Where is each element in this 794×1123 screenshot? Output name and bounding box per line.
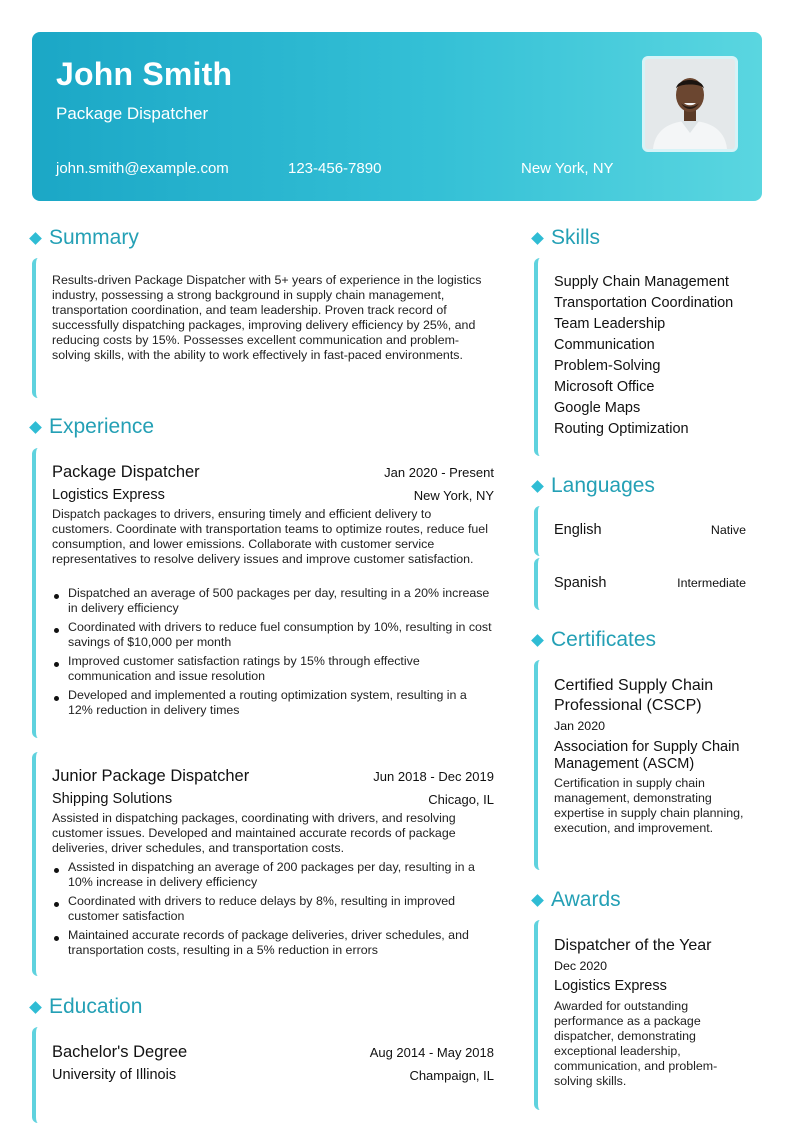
skill-item: Transportation Coordination	[554, 295, 734, 311]
job-1-bullet: Coordinated with drivers to reduce fuel consumption by 10%, resulting in cost savings of $10,000 per month	[52, 620, 492, 650]
education-location: Champaign, IL	[409, 1068, 494, 1083]
profile-photo-image	[645, 59, 735, 149]
skill-item: Supply Chain Management	[554, 274, 729, 290]
job-2-dates: Jun 2018 - Dec 2019	[373, 769, 494, 784]
job-1-bullet: Dispatched an average of 500 packages per day, resulting in a 20% increase in delivery efficiency	[52, 586, 492, 616]
job-2-company: Shipping Solutions	[52, 791, 173, 807]
job-2-bullet: Maintained accurate records of package deliveries, driver schedules, and transportation costs, resulting in a 5% reduction in errors	[52, 928, 492, 958]
certificates-accent-bar	[534, 660, 540, 870]
section-diamond-icon	[531, 232, 544, 245]
job-2-accent-bar	[32, 752, 38, 976]
certificate-title: Certified Supply Chain Professional (CSCP)	[554, 677, 714, 714]
contact-email[interactable]: john.smith@example.com	[56, 160, 229, 177]
job-1-bullet: Developed and implemented a routing optimization system, resulting in a 12% reduction in delivery times	[52, 688, 492, 718]
language-1-accent-bar	[534, 506, 540, 556]
job-2-description: Assisted in dispatching packages, coordinating with drivers, and resolving customer issues. Developed and maintained accurate records of package deliveries, driver schedules, and transportation costs.	[52, 811, 456, 855]
education-heading	[31, 995, 142, 1019]
section-diamond-icon	[531, 894, 544, 907]
job-2-title: Junior Package Dispatcher	[52, 767, 250, 785]
certificate-description: Certification in supply chain management, demonstrating expertise in supply chain planning, execution, and improvement.	[554, 776, 744, 835]
job-2-bullet: Assisted in dispatching an average of 200 packages per day, resulting in a 10% increase in delivery efficiency	[52, 860, 492, 890]
job-2-bullet: Coordinated with drivers to reduce delays by 8%, resulting in improved customer satisfaction	[52, 894, 492, 924]
awards-heading	[533, 888, 621, 912]
language-1-name: English	[554, 522, 602, 538]
skill-item: Problem-Solving	[554, 358, 661, 374]
education-heading-text: Education	[49, 995, 143, 1018]
section-diamond-icon	[531, 480, 544, 493]
job-1-dates: Jan 2020 - Present	[384, 465, 494, 480]
summary-text: Results-driven Package Dispatcher with 5+ years of experience in the logistics industry, possessing a strong background in supply chain management, transportation coordination, and team leadership. Proven track record of successfully dispatching packages, improving delivery efficiency by 25%, and reducing costs by 15%. Possesses excellent communication and problem-solving skills, with the ability to work effectively in fast-paced environments.	[52, 273, 482, 362]
candidate-title: Package Dispatcher	[56, 104, 209, 123]
skills-list	[554, 272, 733, 440]
summary-heading	[31, 226, 139, 250]
skills-heading	[533, 226, 600, 250]
job-2-bullets	[52, 860, 492, 962]
job-1-title: Package Dispatcher	[52, 463, 200, 481]
certificates-heading-text: Certificates	[551, 628, 657, 651]
experience-heading	[31, 415, 154, 439]
job-1-bullets	[52, 586, 492, 722]
language-1-level: Native	[710, 523, 746, 537]
section-diamond-icon	[531, 634, 544, 647]
experience-heading-text: Experience	[49, 415, 155, 438]
language-2-accent-bar	[534, 558, 540, 610]
certificate-organization: Association for Supply Chain Management (ASCM)	[554, 739, 740, 772]
skill-item: Communication	[554, 337, 655, 353]
section-diamond-icon	[29, 232, 42, 245]
section-diamond-icon	[29, 421, 42, 434]
contact-phone: 123-456-7890	[288, 160, 382, 177]
award-organization: Logistics Express	[554, 978, 667, 994]
summary-accent-bar	[32, 258, 38, 398]
skills-accent-bar	[534, 258, 540, 456]
profile-photo	[642, 56, 738, 152]
award-description: Awarded for outstanding performance as a package dispatcher, demonstrating exceptional leadership, communication, and problem-solving skills.	[554, 999, 718, 1088]
job-1-location: New York, NY	[413, 488, 494, 503]
contact-location: New York, NY	[521, 160, 614, 177]
candidate-name: John Smith	[56, 56, 233, 92]
job-1-bullet: Improved customer satisfaction ratings by 15% through effective communication and issue resolution	[52, 654, 492, 684]
job-1-description: Dispatch packages to drivers, ensuring timely and efficient delivery to customers. Coordinate with transportation teams to optimize routes, reduce fuel consumption, and lower emissions. Collaborate with customer service representatives to resolve delivery issues and improve customer satisfaction.	[52, 507, 488, 566]
education-dates: Aug 2014 - May 2018	[369, 1045, 494, 1060]
section-diamond-icon	[29, 1001, 42, 1014]
education-school: University of Illinois	[52, 1067, 177, 1083]
job-1-company: Logistics Express	[52, 487, 165, 503]
skill-item: Team Leadership	[554, 316, 666, 332]
languages-heading	[533, 474, 655, 498]
certificate-date: Jan 2020	[554, 719, 605, 733]
job-1-accent-bar	[32, 448, 38, 738]
language-2-name: Spanish	[554, 575, 607, 591]
languages-heading-text: Languages	[551, 474, 655, 497]
skill-item: Microsoft Office	[554, 379, 655, 395]
education-accent-bar	[32, 1027, 38, 1123]
award-date: Dec 2020	[554, 959, 608, 973]
awards-heading-text: Awards	[551, 888, 621, 911]
award-title: Dispatcher of the Year	[554, 937, 712, 954]
skill-item: Routing Optimization	[554, 421, 689, 437]
skill-item: Google Maps	[554, 400, 641, 416]
awards-accent-bar	[534, 920, 540, 1110]
skills-heading-text: Skills	[551, 226, 601, 249]
summary-heading-text: Summary	[49, 226, 139, 249]
job-2-location: Chicago, IL	[428, 792, 494, 807]
certificates-heading	[533, 628, 656, 652]
resume-header	[32, 32, 762, 201]
education-degree: Bachelor's Degree	[52, 1043, 188, 1061]
language-2-level: Intermediate	[677, 576, 746, 590]
